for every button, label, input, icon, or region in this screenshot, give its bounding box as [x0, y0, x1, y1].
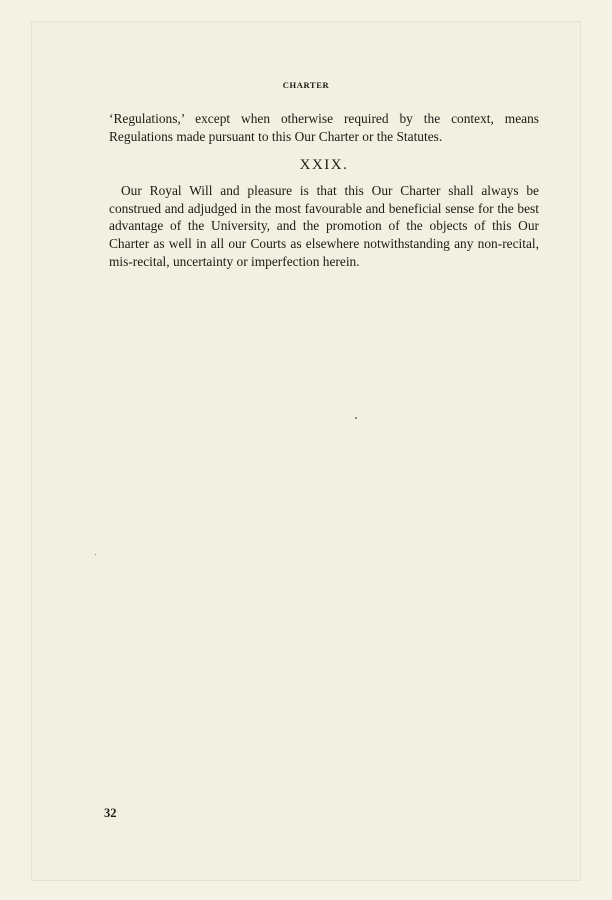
running-head: CHARTER: [282, 80, 330, 90]
page-number: 32: [104, 806, 117, 820]
section-body: Our Royal Will and pleasure is that this Our Charter shall always be construed and adjudged in the most favourable and beneficial sense for the best advantage of the University, and the promotion of the objects of this Our Charter as well in all our Courts as elsewhere notwithstanding any non-recital, mis-recital, uncertainty or imperfection herein.: [109, 183, 539, 269]
definition-paragraph: ‘Regulations,’ except when otherwise required by the context, means Regulations made pursuant to this Our Charter or the Statutes.: [109, 111, 539, 144]
print-speck: [95, 554, 96, 555]
print-speck: [355, 417, 357, 419]
section-heading: XXIX.: [299, 157, 349, 174]
charter-text: [109, 110, 539, 270]
